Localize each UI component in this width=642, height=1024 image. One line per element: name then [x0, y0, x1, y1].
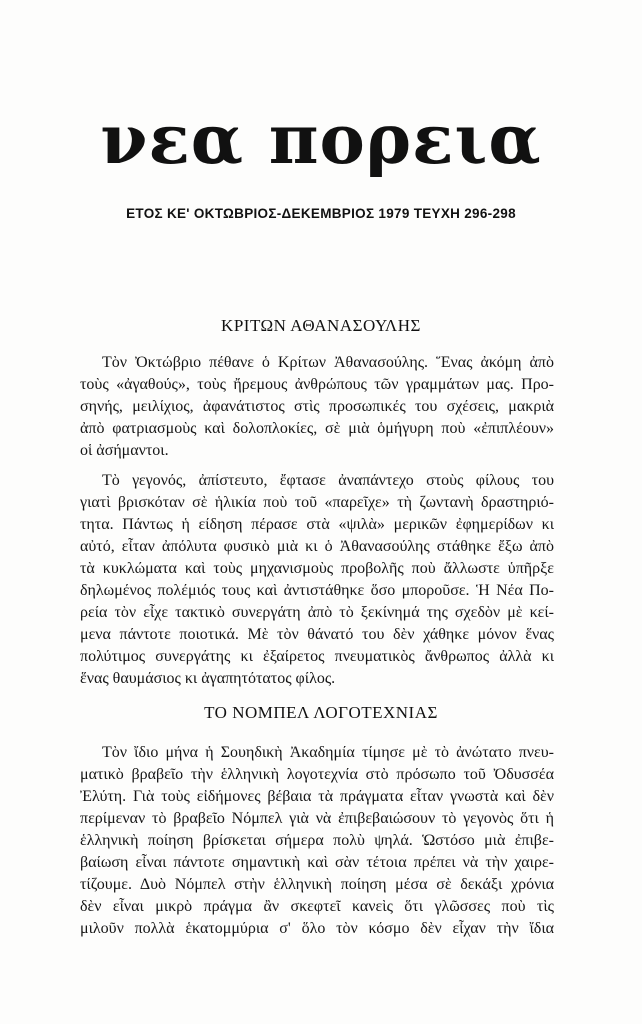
- text-line: ἑλληνικὴ ποίηση βρίσκεται σήμερα πολὺ ψηλά. Ὡστόσο μιὰ ἐπιβε-: [80, 832, 554, 849]
- text-line: ἀπὸ φατριασμοὺς καὶ δολοπλοκίες, σὲ μιὰ ὁμήγυρη ποὺ «ἐπιπλέουν»: [80, 420, 554, 437]
- text-line: τὰ κυκλώματα καὶ τοὺς μηχανισμοὺς προβολῆς ποὺ ἄλλωστε ὑπῆρξε: [80, 560, 554, 577]
- text-line: βαίωση εἶναι πάντοτε σημαντικὴ καὶ σὰν τέτοια πρέπει νὰ τὴν χαιρε-: [80, 854, 554, 871]
- text-line: γιατὶ βρισκόταν σὲ ἡλικία ποὺ τοῦ «παρεῖχε» τὴ ζωντανὴ δραστηριό-: [80, 494, 554, 511]
- text-line: Τὸν Ὀκτώβριο πέθανε ὁ Κρίτων Ἀθανασούλης. Ἕνας ἀκόμη ἀπὸ: [102, 354, 554, 371]
- text-line: Τὸ γεγονός, ἀπίστευτο, ἔφτασε ἀναπάντεχο στοὺς φίλους του: [102, 472, 554, 489]
- paragraph: [80, 470, 554, 690]
- text-line: μενα πάντοτε ποιοτικά. Μὲ τὸν θάνατό του δὲν χάθηκε μόνον ἕνας: [80, 626, 554, 643]
- section-title-athanasoulis: ΚΡΙΤΩΝ ΑΘΑΝΑΣΟΥΛΗΣ: [221, 316, 421, 335]
- text-line: ἕνας θαυμάσιος κι ἀγαπητότατος φίλος.: [80, 670, 336, 687]
- section-title-nobel: ΤΟ ΝΟΜΠΕΛ ΛΟΓΟΤΕΧΝΙΑΣ: [204, 703, 438, 722]
- text-line: δηλωμένος πολέμιός τους καὶ ἀντιστάθηκε ὅσο μποροῦσε. Ἡ Νέα Πο-: [80, 582, 554, 599]
- text-line: οἱ ἀσήμαντοι.: [80, 442, 169, 459]
- text-line: τοὺς «ἀγαθούς», τοὺς ἤρεμους ἀνθρώπους τῶν γραμμάτων μας. Προ-: [80, 376, 554, 393]
- section-body-nobel: [80, 742, 554, 940]
- text-line: Τὸν ἴδιο μήνα ἡ Σουηδικὴ Ἀκαδημία τίμησε μὲ τὸ ἀνώτατο πνευ-: [102, 744, 554, 761]
- paragraph: [80, 742, 554, 940]
- text-line: ρεία τὸν εἶχε τακτικὸ συνεργάτη ἀπὸ τὸ ξεκίνημά της σχεδὸν μὲ κεί-: [80, 604, 554, 621]
- paragraph: [80, 352, 554, 462]
- text-line: αὐτό, εἶταν ἀπόλυτα φυσικὸ μιὰ κι ὁ Ἀθανασούλης στάθηκε ἔξω ἀπὸ: [80, 538, 554, 555]
- text-line: τίζουμε. Δυὸ Νόμπελ στὴν ἑλληνικὴ ποίηση μέσα σὲ δεκάξι χρόνια: [80, 876, 554, 893]
- text-line: Ἐλύτη. Γιὰ τοὺς εἰδήμονες βέβαια τὰ πράγματα εἶταν γνωστὰ καὶ δὲν: [80, 788, 554, 805]
- section-body-athanasoulis: [80, 352, 554, 690]
- text-line: δὲν εἶναι μικρὸ πράγμα ἂν σκεφτεῖ κανεὶς ὅτι γλῶσσες ποὺ τὶς: [80, 898, 554, 915]
- text-line: σηνής, μειλίχιος, ἀφανάτιστος στὶς προσωπικές του σχέσεις, μακριὰ: [80, 398, 554, 415]
- text-line: τητα. Πάντως ἡ είδηση πέρασε στὰ «ψιλὰ» μερικῶν ἐφημερίδων κι: [80, 516, 554, 533]
- text-line: ματικὸ βραβεῖο τὴν ἑλληνικὴ λογοτεχνία στὸ πρόσωπο τοῦ Ὀδυσσέα: [80, 766, 554, 783]
- text-line: περίμεναν τὸ βραβεῖο Νόμπελ γιὰ νὰ ἐπιβεβαιώσουν τὸ γεγονὸς ὅτι ἡ: [80, 810, 554, 827]
- journal-masthead-title: νεα πορεια: [100, 100, 542, 180]
- issue-info-line: ΕΤΟΣ ΚΕ' ΟΚΤΩΒΡΙΟΣ-ΔΕΚΕΜΒΡΙΟΣ 1979 ΤΕΥΧΗ 296-298: [126, 206, 516, 221]
- text-line: πολύτιμος συνεργάτης κι ἐξαίρετος πνευματικὸς ἄνθρωπος ἀλλὰ κι: [80, 648, 554, 665]
- text-line: μιλοῦν πολλὰ ἑκατομμύρια σ' ὅλο τὸν κόσμο δὲν εἶχαν τὴν ἴδια: [80, 920, 554, 937]
